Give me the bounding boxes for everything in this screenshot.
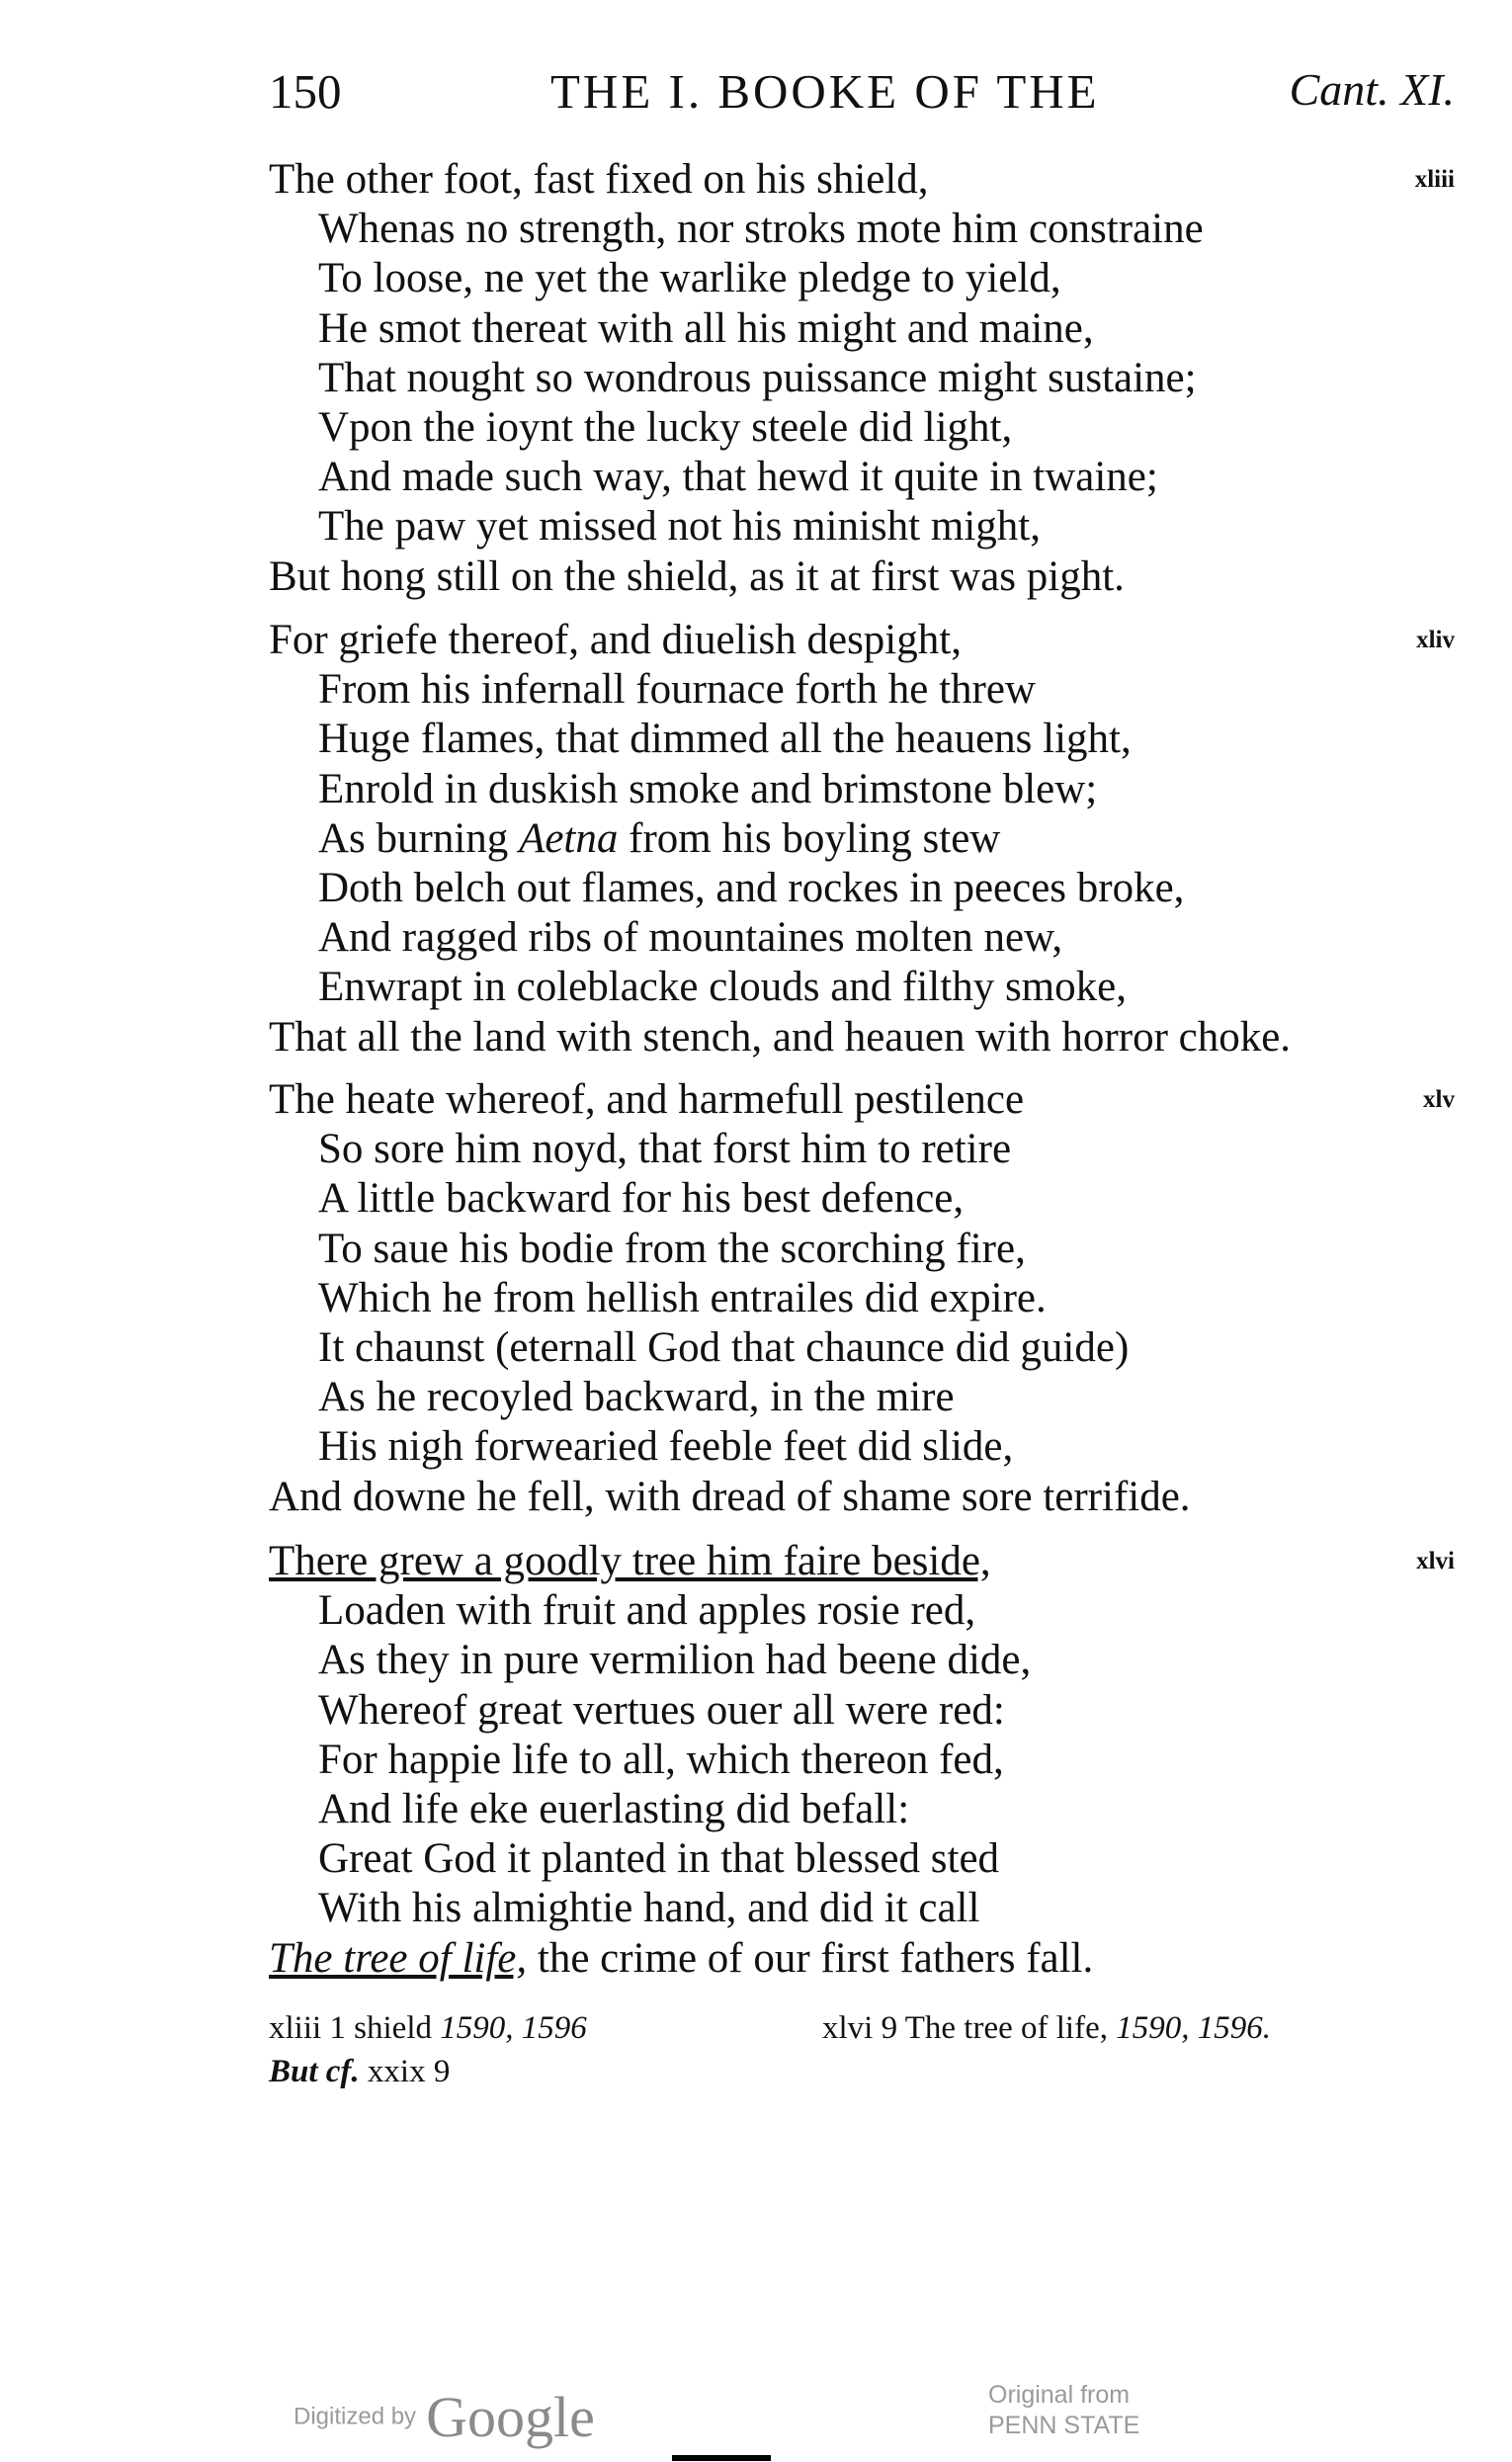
note-left bbox=[269, 2006, 587, 2093]
verse-line: And life eke euerlasting did befall: bbox=[318, 1785, 910, 1832]
verse-line: Vpon the ioynt the lucky steele did light, bbox=[318, 403, 1013, 451]
library-name: PENN STATE bbox=[988, 2412, 1140, 2439]
google-logo: Google bbox=[426, 2385, 595, 2449]
verse-line: As they in pure vermilion had beene dide, bbox=[318, 1637, 1032, 1684]
canto-label: Cant. XI. bbox=[1289, 64, 1455, 115]
verse-line: For happie life to all, which thereon fed, bbox=[318, 1736, 1004, 1783]
scan-edge-mark bbox=[672, 2455, 771, 2461]
verse-line: But hong still on the shield, as it at first was pight. bbox=[269, 552, 1125, 600]
verse-line: Whenas no strength, nor stroks mote him constraine bbox=[318, 206, 1204, 253]
note-dates: 1590, 1596 bbox=[440, 2010, 587, 2046]
verse-line: He smot thereat with all his might and maine, bbox=[318, 304, 1094, 352]
verse-line: Which he from hellish entrailes did expire. bbox=[318, 1274, 1047, 1321]
verse-line: That nought so wondrous puissance might sustaine; bbox=[318, 354, 1197, 401]
italic-place-name: Aetna bbox=[519, 814, 619, 862]
running-title: THE I. BOOKE OF THE bbox=[550, 64, 1100, 119]
verse-line bbox=[269, 814, 1455, 864]
note-dates: 1590, 1596. bbox=[1116, 2010, 1271, 2046]
verse-line: For griefe thereof, and diuelish despight, bbox=[269, 617, 962, 663]
running-header bbox=[269, 63, 1455, 132]
stanza-number: xlvi bbox=[1416, 1548, 1455, 1574]
verse-line: Doth belch out flames, and rockes in peeces broke, bbox=[318, 864, 1185, 911]
verse-line: And made such way, that hewd it quite in twaine; bbox=[318, 454, 1158, 501]
verse-line: That all the land with stench, and heauen with horror choke. bbox=[269, 1013, 1292, 1061]
stanza-xliv bbox=[269, 616, 1455, 1062]
stanza-number: xlv bbox=[1423, 1086, 1455, 1113]
note-text: xliii 1 shield bbox=[269, 2010, 441, 2046]
note-text: xlvi 9 The tree of life, bbox=[822, 2010, 1117, 2046]
original-from bbox=[988, 2380, 1139, 2441]
verse-line: With his almightie hand, and did it call bbox=[318, 1885, 980, 1932]
verse-line: Enrold in duskish smoke and brimstone blew; bbox=[318, 765, 1098, 812]
digitized-by-google bbox=[294, 2384, 595, 2450]
stanza-xliii bbox=[269, 155, 1455, 602]
verse-line: There grew a goodly tree him faire beside, bbox=[269, 1538, 991, 1584]
verse-line: To loose, ne yet the warlike pledge to yield, bbox=[318, 255, 1061, 302]
verse-line: The other foot, fast fixed on his shield, bbox=[269, 156, 929, 203]
note-line bbox=[269, 2050, 587, 2093]
verse-line: It chaunst (eternall God that chaunce did guide) bbox=[318, 1323, 1130, 1371]
verse-line: Huge flames, that dimmed all the heauens light, bbox=[318, 716, 1132, 763]
verse-line: His nigh forwearied feeble feet did slide, bbox=[318, 1423, 1014, 1471]
verse-line: From his infernall fournace forth he threw bbox=[318, 666, 1036, 714]
stanza-xlvi bbox=[269, 1537, 1455, 1984]
verse-line: The heate whereof, and harmefull pestilence bbox=[269, 1076, 1025, 1123]
verse-text: from his boyling stew bbox=[618, 814, 1001, 862]
page-number: 150 bbox=[269, 64, 342, 119]
verse-line: Great God it planted in that blessed sted bbox=[318, 1835, 1000, 1883]
note-right bbox=[822, 2006, 1271, 2050]
verse-line: The paw yet missed not his minisht might, bbox=[318, 503, 1041, 551]
stanza-number: xliii bbox=[1414, 166, 1455, 193]
stanza-number: xliv bbox=[1416, 627, 1455, 653]
digitized-label: Digitized by bbox=[294, 2403, 417, 2430]
verse-line: And downe he fell, with dread of shame sore terrifide. bbox=[269, 1473, 1191, 1520]
verse-line: A little backward for his best defence, bbox=[318, 1175, 965, 1223]
note-text: But cf. bbox=[269, 2054, 360, 2089]
italic-phrase: The tree of life, bbox=[269, 1934, 528, 1982]
verse-line: Enwrapt in coleblacke clouds and filthy smoke, bbox=[318, 964, 1127, 1011]
verse-line: So sore him noyd, that forst him to retire bbox=[318, 1126, 1012, 1173]
verse-text: the crime of our first fathers fall. bbox=[527, 1934, 1094, 1982]
original-label: Original from bbox=[988, 2381, 1131, 2409]
verse-line bbox=[269, 1934, 1455, 1984]
verse-line: As he recoyled backward, in the mire bbox=[318, 1374, 955, 1421]
note-text: xxix 9 bbox=[359, 2054, 451, 2089]
verse-line: Whereof great vertues ouer all were red: bbox=[318, 1686, 1005, 1734]
verse-line: Loaden with fruit and apples rosie red, bbox=[318, 1587, 976, 1635]
verse-line: And ragged ribs of mountaines molten new, bbox=[318, 914, 1063, 962]
verse-text: As burning bbox=[318, 814, 520, 862]
note-line bbox=[269, 2006, 587, 2050]
verse-line: To saue his bodie from the scorching fire, bbox=[318, 1225, 1026, 1272]
stanza-xlv bbox=[269, 1075, 1455, 1522]
